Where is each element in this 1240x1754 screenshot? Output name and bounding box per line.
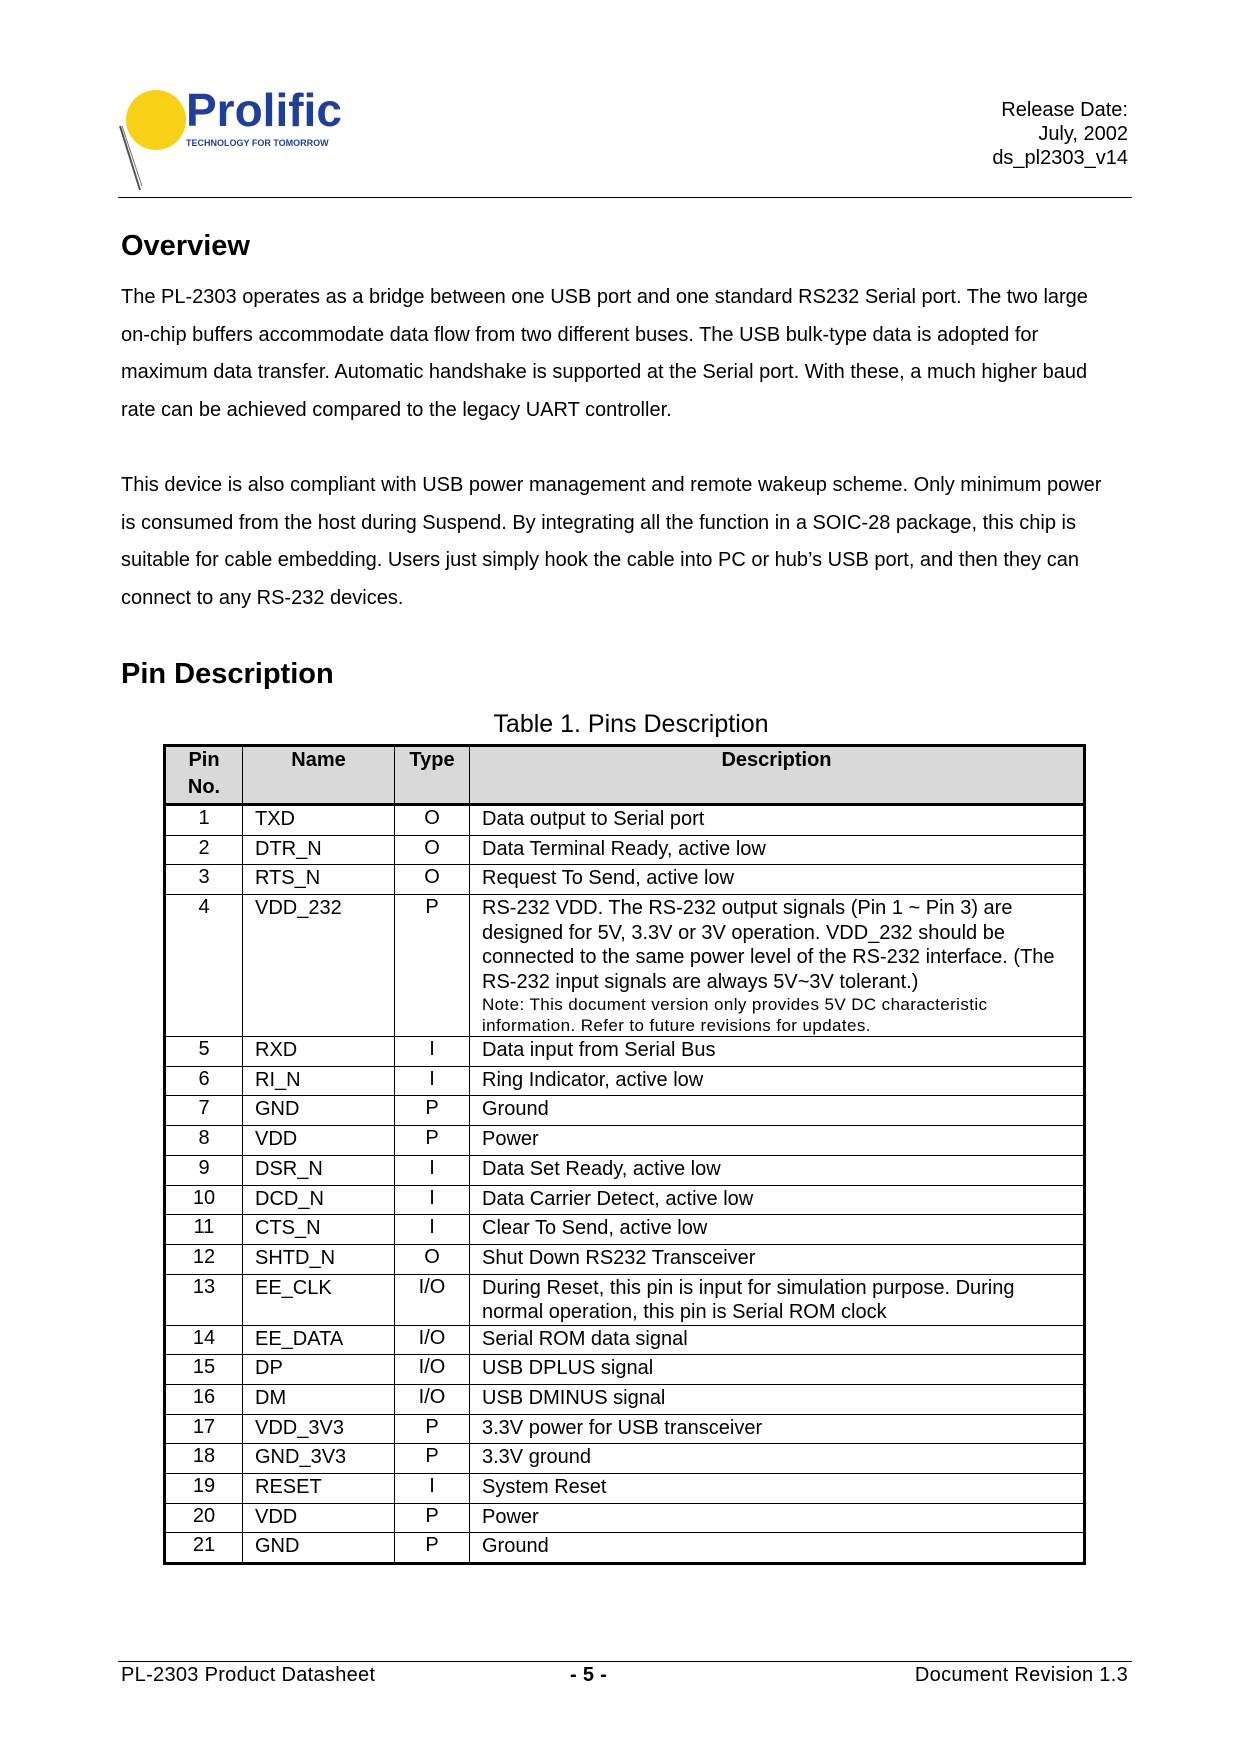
type-cell: O <box>395 865 470 895</box>
description-cell <box>470 895 1085 1037</box>
table-row <box>165 865 1085 895</box>
pin-cell: 18 <box>165 1444 243 1474</box>
pin-cell: 9 <box>165 1155 243 1185</box>
type-cell: P <box>395 1533 470 1564</box>
description-cell <box>470 1503 1085 1533</box>
description-text: Data Carrier Detect, active low <box>482 1187 754 1210</box>
table-row <box>165 1325 1085 1355</box>
col-header-pin: Pin No. <box>165 746 243 805</box>
footer-revision: Document Revision 1.3 <box>914 1664 1128 1686</box>
name-cell: VDD <box>243 1503 395 1533</box>
pin-cell: 7 <box>165 1096 243 1126</box>
pin-cell: 15 <box>165 1355 243 1385</box>
pin-cell: 6 <box>165 1066 243 1096</box>
pin-cell: 1 <box>165 805 243 836</box>
table-row <box>165 1126 1085 1156</box>
type-cell: P <box>395 1126 470 1156</box>
name-cell: CTS_N <box>243 1215 395 1245</box>
overview-paragraph-1: The PL-2303 operates as a bridge between one USB port and one standard RS232 Serial port. The two large on-chip buffers accommodate data flow from two different buses. The USB bulk-type data is adopted for maximum data transfer. Automatic handshake is supported at the Serial port. With these, a much higher baud rate can be achieved compared to the legacy UART controller. <box>121 286 1088 421</box>
description-text: Power <box>482 1505 539 1528</box>
description-cell <box>470 1474 1085 1504</box>
description-text: USB DMINUS signal <box>482 1386 666 1409</box>
table-row <box>165 1037 1085 1067</box>
page-number: - 5 - <box>570 1664 608 1686</box>
type-cell: P <box>395 1444 470 1474</box>
type-cell: P <box>395 1414 470 1444</box>
col-header-type: Type <box>395 746 470 805</box>
table-row <box>165 1244 1085 1274</box>
pin-cell: 19 <box>165 1474 243 1504</box>
table-row <box>165 805 1085 836</box>
description-cell <box>470 1414 1085 1444</box>
pin-cell: 17 <box>165 1414 243 1444</box>
table-caption: Table 1. Pins Description <box>493 710 769 738</box>
table-row <box>165 1355 1085 1385</box>
description-note: Note: This document version only provides 5V DC characteristic information. Refer to future revisions for updates. <box>482 995 988 1036</box>
pin-cell: 14 <box>165 1325 243 1355</box>
pin-cell: 5 <box>165 1037 243 1067</box>
header-divider <box>118 197 1132 198</box>
type-cell: P <box>395 1503 470 1533</box>
name-cell: DSR_N <box>243 1155 395 1185</box>
footer-divider <box>118 1661 1132 1662</box>
table-row <box>165 1066 1085 1096</box>
description-cell <box>470 835 1085 865</box>
logo-circle <box>126 90 186 150</box>
description-text: Serial ROM data signal <box>482 1327 688 1350</box>
table-row <box>165 1503 1085 1533</box>
table-row <box>165 1185 1085 1215</box>
description-cell <box>470 865 1085 895</box>
type-cell: P <box>395 895 470 1037</box>
table-row <box>165 1096 1085 1126</box>
description-cell <box>470 1185 1085 1215</box>
description-cell <box>470 1384 1085 1414</box>
name-cell: RXD <box>243 1037 395 1067</box>
description-text: Data output to Serial port <box>482 808 705 830</box>
name-cell: RI_N <box>243 1066 395 1096</box>
name-cell: DTR_N <box>243 835 395 865</box>
description-text: Data input from Serial Bus <box>482 1039 716 1062</box>
type-cell: I/O <box>395 1325 470 1355</box>
col-header-name: Name <box>243 746 395 805</box>
pin-cell: 16 <box>165 1384 243 1414</box>
name-cell: RTS_N <box>243 865 395 895</box>
description-cell <box>470 1444 1085 1474</box>
description-text: System Reset <box>482 1476 607 1498</box>
table-row <box>165 1155 1085 1185</box>
overview-paragraph-2: This device is also compliant with USB power management and remote wakeup scheme. Only minimum power is consumed from the host during Suspend. By integrating all the function in a SOIC-28 package, this chip is suitable for cable embedding. Users just simply hook the cable into PC or hub’s USB port, and then they can connect to any RS-232 devices. <box>121 474 1102 609</box>
description-cell <box>470 1244 1085 1274</box>
description-cell <box>470 1274 1085 1325</box>
description-cell <box>470 1215 1085 1245</box>
pin-cell: 4 <box>165 895 243 1037</box>
pin-cell: 13 <box>165 1274 243 1325</box>
release-date: July, 2002 <box>1038 123 1128 145</box>
name-cell: GND <box>243 1533 395 1564</box>
company-logo <box>118 86 378 192</box>
pins-table <box>163 744 1086 1565</box>
description-cell <box>470 1533 1085 1564</box>
type-cell: I/O <box>395 1384 470 1414</box>
name-cell: EE_DATA <box>243 1325 395 1355</box>
pin-cell: 8 <box>165 1126 243 1156</box>
type-cell: I <box>395 1215 470 1245</box>
type-cell: O <box>395 835 470 865</box>
table-row <box>165 1444 1085 1474</box>
pin-cell: 2 <box>165 835 243 865</box>
pin-cell: 21 <box>165 1533 243 1564</box>
description-text: Data Set Ready, active low <box>482 1157 721 1180</box>
table-row <box>165 1414 1085 1444</box>
description-cell <box>470 1325 1085 1355</box>
overview-heading: Overview <box>121 230 250 262</box>
release-label: Release Date: <box>1001 99 1128 121</box>
table-row <box>165 835 1085 865</box>
description-text: USB DPLUS signal <box>482 1357 654 1380</box>
table-row <box>165 1384 1085 1414</box>
table-body <box>165 805 1085 1564</box>
pin-description-heading: Pin Description <box>121 658 334 690</box>
type-cell: O <box>395 805 470 836</box>
table-row <box>165 1533 1085 1564</box>
description-cell <box>470 1066 1085 1096</box>
description-text: 3.3V power for USB transceiver <box>482 1416 763 1439</box>
description-text: Clear To Send, active low <box>482 1217 708 1240</box>
name-cell: SHTD_N <box>243 1244 395 1274</box>
description-text: Data Terminal Ready, active low <box>482 837 766 860</box>
name-cell: TXD <box>243 805 395 836</box>
description-text: RS-232 VDD. The RS-232 output signals (Pin 1 ~ Pin 3) are designed for 5V, 3.3V or 3V operation. VDD_232 should be connected to the same power level of the RS-232 interface. (The RS-232 input signals are always 5V~3V tolerant.) <box>482 897 1055 993</box>
logo-tagline: TECHNOLOGY FOR TOMORROW <box>186 138 329 148</box>
description-text: Ground <box>482 1535 549 1558</box>
description-text: Shut Down RS232 Transceiver <box>482 1246 756 1269</box>
description-text: Ring Indicator, active low <box>482 1068 704 1091</box>
pin-cell: 20 <box>165 1503 243 1533</box>
description-text: Power <box>482 1128 539 1151</box>
type-cell: I <box>395 1037 470 1067</box>
description-cell <box>470 1155 1085 1185</box>
description-cell <box>470 1037 1085 1067</box>
table-row <box>165 895 1085 1037</box>
description-text: Ground <box>482 1098 549 1121</box>
table-header-row <box>165 746 1085 805</box>
type-cell: I <box>395 1155 470 1185</box>
name-cell: DP <box>243 1355 395 1385</box>
table-row <box>165 1474 1085 1504</box>
logo-wordmark: Prolific <box>186 86 342 136</box>
type-cell: I <box>395 1185 470 1215</box>
description-cell <box>470 1355 1085 1385</box>
description-cell <box>470 805 1085 836</box>
description-text: 3.3V ground <box>482 1446 591 1469</box>
name-cell: GND_3V3 <box>243 1444 395 1474</box>
name-cell: VDD <box>243 1126 395 1156</box>
description-text: During Reset, this pin is input for simulation purpose. During normal operation, this pin is Serial ROM clock <box>482 1276 1015 1324</box>
type-cell: O <box>395 1244 470 1274</box>
name-cell: GND <box>243 1096 395 1126</box>
type-cell: I/O <box>395 1355 470 1385</box>
type-cell: I <box>395 1066 470 1096</box>
footer-title: PL-2303 Product Datasheet <box>121 1664 376 1686</box>
description-cell <box>470 1126 1085 1156</box>
type-cell: P <box>395 1096 470 1126</box>
release-info <box>992 98 1128 170</box>
pin-cell: 12 <box>165 1244 243 1274</box>
pin-cell: 11 <box>165 1215 243 1245</box>
pin-cell: 3 <box>165 865 243 895</box>
name-cell: VDD_3V3 <box>243 1414 395 1444</box>
type-cell: I/O <box>395 1274 470 1325</box>
name-cell: DCD_N <box>243 1185 395 1215</box>
description-cell <box>470 1096 1085 1126</box>
description-text: Request To Send, active low <box>482 867 735 890</box>
pin-cell: 10 <box>165 1185 243 1215</box>
type-cell: I <box>395 1474 470 1504</box>
name-cell: VDD_232 <box>243 895 395 1037</box>
table-row <box>165 1274 1085 1325</box>
document-id: ds_pl2303_v14 <box>992 147 1128 169</box>
name-cell: RESET <box>243 1474 395 1504</box>
col-header-description: Description <box>470 746 1085 805</box>
table-row <box>165 1215 1085 1245</box>
name-cell: EE_CLK <box>243 1274 395 1325</box>
name-cell: DM <box>243 1384 395 1414</box>
